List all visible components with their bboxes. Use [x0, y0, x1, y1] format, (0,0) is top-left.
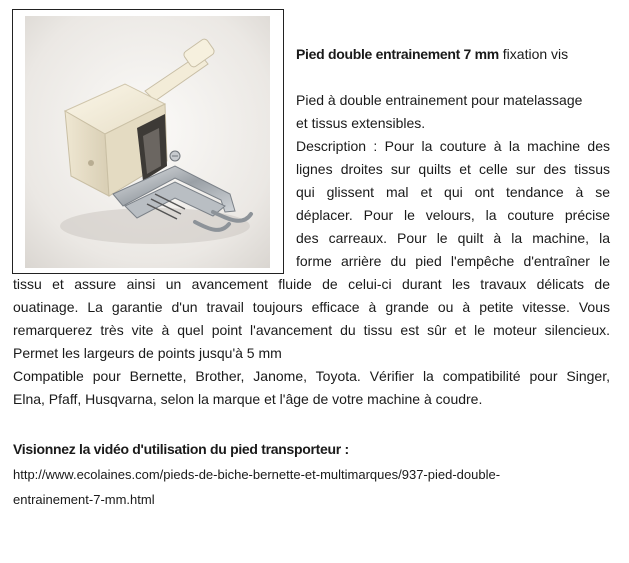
- video-url-line-1[interactable]: http://www.ecolaines.com/pieds-de-biche-bernette-et-multimarques/937-pied-double-: [13, 467, 501, 482]
- body-line: Elna, Pfaff, Husqvarna, selon la marque et l'âge de votre machine à coudre.: [13, 391, 483, 407]
- body-line: Description : Pour la couture à la machine des: [296, 138, 610, 154]
- body-line: lignes droites sur quilts et celle sur des tissus: [296, 161, 610, 177]
- body-line: qui glissent mal et qui ont tendance à se: [296, 184, 610, 200]
- product-title-rest: fixation vis: [502, 46, 569, 62]
- product-title-bold: Pied double entrainement 7 mm: [296, 46, 499, 62]
- product-photo: [25, 16, 270, 268]
- body-line: déplacer. Pour le velours, la couture précise: [296, 207, 610, 223]
- video-url-line-2[interactable]: entrainement-7-mm.html: [13, 492, 155, 507]
- body-line: des carreaux. Pour le quilt à la machine, la: [296, 230, 610, 246]
- body-line: et tissus extensibles.: [296, 115, 426, 131]
- product-image-frame: [12, 9, 284, 274]
- body-line: Pied à double entrainement pour matelassage: [296, 92, 583, 108]
- body-line: ouatinage. La garantie d'un travail toujours efficace à grande ou à petite vitesse. Vous: [13, 299, 610, 315]
- body-line: tissu et assure ainsi un avancement fluide de celui-ci durant les travaux délicats de: [13, 276, 610, 292]
- body-line: forme arrière du pied l'empêche d'entraîner le: [296, 253, 610, 269]
- video-heading: Visionnez la vidéo d'utilisation du pied transporteur :: [13, 441, 349, 457]
- body-line: remarquerez très vite à quel point l'avancement du tissu est sûr et le moteur silencieux.: [13, 322, 610, 338]
- body-line: Permet les largeurs de points jusqu'à 5 mm: [13, 345, 282, 361]
- body-line: Compatible pour Bernette, Brother, Janome, Toyota. Vérifier la compatibilité pour Singer,: [13, 368, 610, 384]
- product-title: [296, 46, 568, 62]
